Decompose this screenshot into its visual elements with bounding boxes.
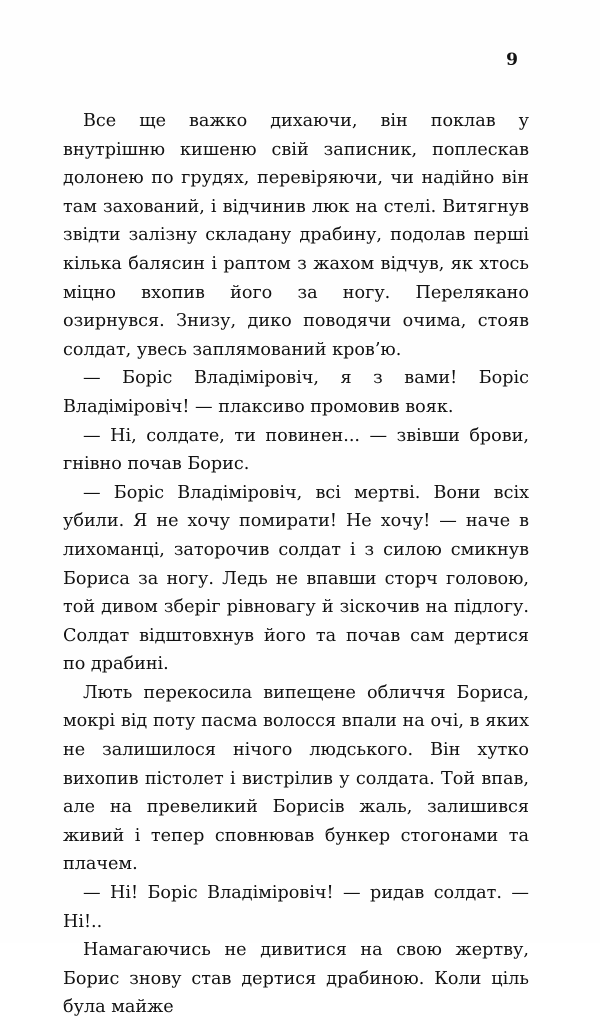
page-number: 9 (506, 50, 518, 70)
paragraph-3: — Ні, солдате, ти повинен... — звівши брови, гнівно почав Борис. (63, 425, 529, 475)
paragraph-4: — Боріс Владіміровіч, всі мертві. Вони всіх убили. Я не хочу помирати! Не хочу! — наче в лихоманці, заторочив солдат і з силою смикнув Бориса за ногу. Ледь не впавши сторч головою, той дивом зберіг рівновагу й зіскочив на підлогу. Солдат відштовхнув його та почав сам дертися по драбині. (63, 482, 529, 675)
body-text (63, 107, 529, 1022)
paragraph-2: — Боріс Владіміровіч, я з вами! Боріс Владіміровіч! — плаксиво промовив вояк. (63, 368, 529, 417)
paragraph-7: Намагаючись не дивитися на свою жертву, Борис знову став дертися драбиною. Коли ціль була майже (63, 940, 529, 1018)
paragraph-6: — Ні! Боріс Владіміровіч! — ридав солдат. — Ні!.. (63, 883, 529, 932)
paragraph-5: Лють перекосила випещене обличчя Бориса, мокрі від поту пасма волосся впали на очі, в яких не залишилося нічого людського. Він хутко вихопив пістолет і вистрілив у солдата. Той впав, але на превеликий Борисів жаль, залишився живий і тепер сповнював бункер стогонами та плачем. (63, 682, 529, 875)
paragraph-1: Все ще важко дихаючи, він поклав у внутрішню кишеню свій записник, поплескав долонею по грудях, перевіряючи, чи надійно він там захований, і відчинив люк на стелі. Витягнув звідти залізну складану драбину, подолав перші кілька балясин і раптом з жахом відчув, як хтось міцно вхопив його за ногу. Перелякано озирнувся. Знизу, дико поводячи очима, стояв солдат, увесь заплямований кров’ю. (63, 111, 529, 360)
